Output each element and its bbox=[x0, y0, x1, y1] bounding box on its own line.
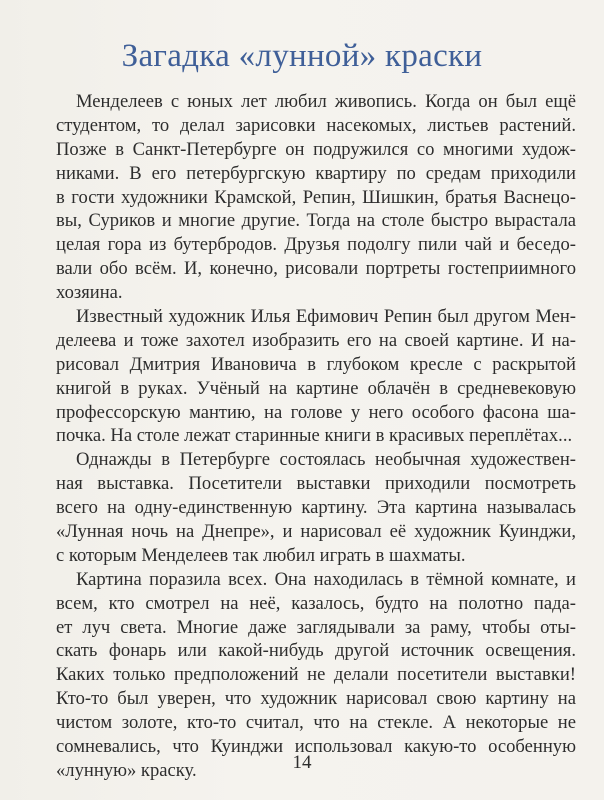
text-line: Менделеев с юных лет любил живопись. Когда он был ещё bbox=[76, 91, 576, 112]
text-line: Кто-то был уверен, что художник нарисовал свою картину на bbox=[56, 688, 576, 710]
text-line: ет луч света. Многие даже заглядывали за раму, чтобы оты- bbox=[56, 616, 576, 638]
text-line: книгой в руках. Учёный на картине облачён в средневековую bbox=[56, 377, 576, 399]
text-line: почка. На столе лежат старинные книги в красивых переплётах... bbox=[56, 425, 573, 447]
text-line: Однажды в Петербурге состоялась необычная художествен- bbox=[76, 449, 576, 471]
text-line: «Лунная ночь на Днепре», и нарисовал её художник Куинджи, bbox=[56, 521, 576, 543]
text-line: всем, кто смотрел на неё, казалось, будто на полотно пада- bbox=[56, 592, 576, 614]
text-line: «лунную» краску. bbox=[56, 759, 197, 781]
text-line: вы, Суриков и многие другие. Тогда на столе быстро вырастала bbox=[56, 210, 576, 232]
text-line: сомневались, что Куинджи использовал какую-то особенную bbox=[56, 736, 576, 758]
text-line: скать фонарь или какой-нибудь другой источник освещения. bbox=[56, 640, 576, 662]
text-line: вали обо всём. И, конечно, рисовали портреты гостеприимного bbox=[56, 258, 576, 280]
text-line: хозяина. bbox=[56, 282, 123, 304]
page-number: 14 bbox=[292, 752, 312, 773]
text-line: Известный художник Илья Ефимович Репин был другом Мен- bbox=[76, 306, 576, 328]
text-line: никами. В его петербургскую квартиру по средам приходили bbox=[56, 162, 576, 184]
page-title: Загадка «лунной» краски bbox=[121, 38, 483, 74]
text-line: студентом, то делал зарисовки насекомых, листьев растений. bbox=[56, 114, 576, 136]
text-line: с которым Менделеев так любил играть в шахматы. bbox=[56, 544, 466, 566]
body-text bbox=[56, 90, 576, 783]
text-line: Позже в Санкт-Петербурге он подружился со многими худож- bbox=[56, 138, 576, 160]
text-line: в гости художники Крамской, Репин, Шишкин, братья Васнецо- bbox=[56, 186, 576, 208]
text-line: рисовал Дмитрия Ивановича в глубоком кресле с раскрытой bbox=[56, 353, 576, 375]
text-line: ная выставка. Посетители выставки приходили посмотреть bbox=[56, 473, 576, 495]
text-line: делеева и тоже захотел изобразить его на своей картине. И на- bbox=[56, 329, 576, 351]
text-line: Каких только предположений не делали посетители выставки! bbox=[56, 664, 576, 686]
text-line: всего на одну-единственную картину. Эта картина называлась bbox=[56, 497, 576, 519]
text-line: Картина поразила всех. Она находилась в тёмной комнате, и bbox=[76, 568, 576, 590]
text-line: целая гора из бутербродов. Друзья подолгу пили чай и беседо- bbox=[56, 234, 576, 256]
text-line: профессорскую мантию, на голове у него особого фасона ша- bbox=[56, 401, 576, 423]
text-line: чистом золоте, кто-то считал, что на стекле. А некоторые не bbox=[56, 712, 576, 734]
